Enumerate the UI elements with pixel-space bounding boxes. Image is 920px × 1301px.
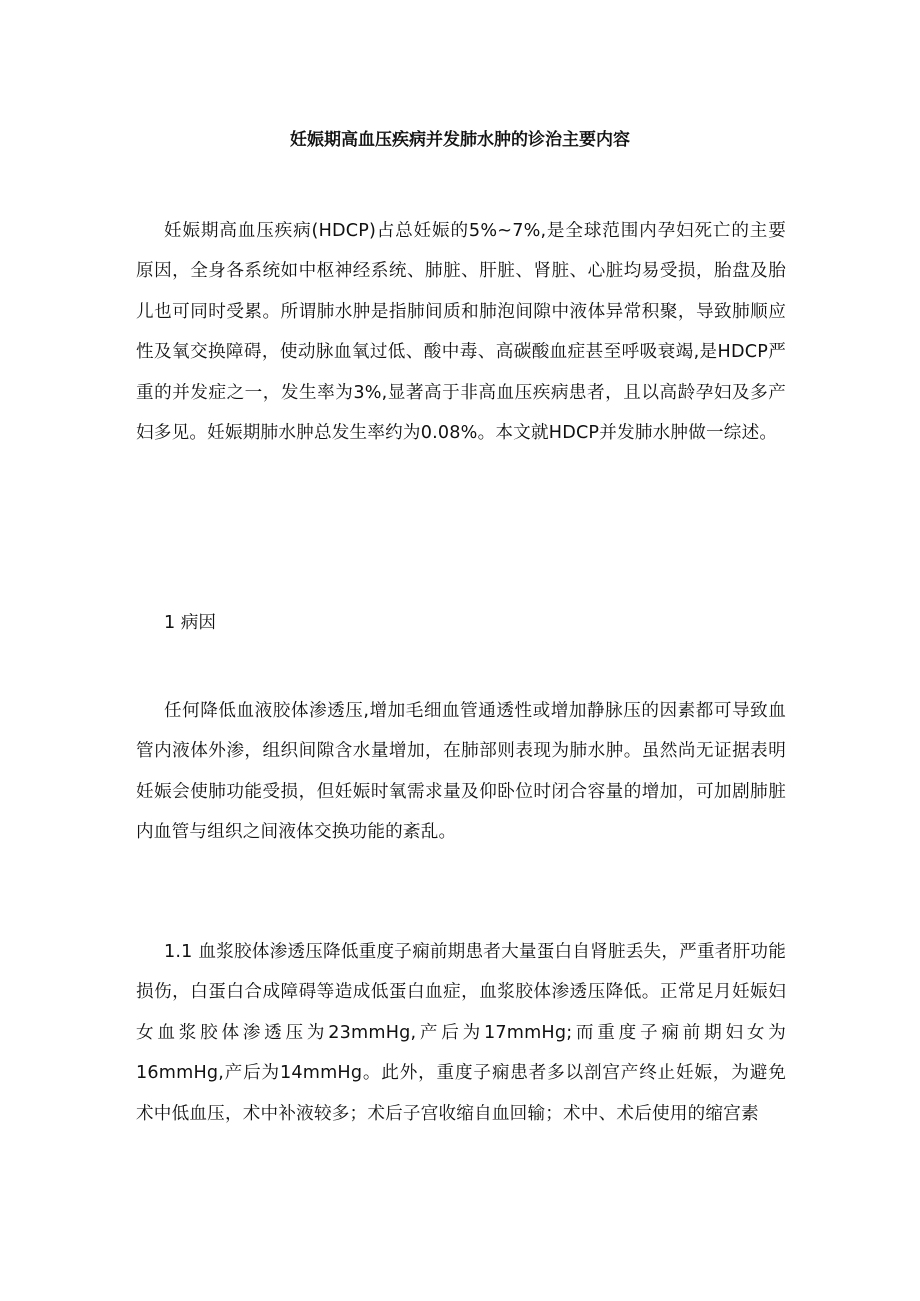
section-1-paragraph: 任何降低血液胶体渗透压,增加毛细血管通透性或增加静脉压的因素都可导致血管内液体外渗，组织间隙含水量增加，在肺部则表现为肺水肿。虽然尚无证据表明妊娠会使肺功能受损，但妊娠时氧需求量及仰卧位时闭合容量的增加，可加剧肺脏内血管与组织之间液体交换功能的紊乱。 [136,701,786,843]
section-1-heading: 1 病因 [164,613,216,633]
document-title: 妊娠期高血压疾病并发肺水肿的诊治主要内容 [290,130,630,150]
section-1-1-paragraph: 1.1 血浆胶体渗透压降低重度子痫前期患者大量蛋白自肾脏丢失，严重者肝功能损伤，白蛋白合成障碍等造成低蛋白血症，血浆胶体渗透压降低。正常足月妊娠妇女血浆胶体渗透压为23mmHg,产后为17mmHg;而重度子痫前期妇女为16mmHg,产后为14mmHg。此外，重度子痫患者多以剖宫产终止妊娠，为避免术中低血压，术中补液较多；术后子宫收缩自血回输；术中、术后使用的缩宫素 [136,942,786,1124]
intro-paragraph: 妊娠期高血压疾病(HDCP)占总妊娠的5%~7%,是全球范围内孕妇死亡的主要原因，全身各系统如中枢神经系统、肺脏、肝脏、肾脏、心脏均易受损，胎盘及胎儿也可同时受累。所谓肺水肿是指肺间质和肺泡间隙中液体异常积聚，导致肺顺应性及氧交换障碍，使动脉血氧过低、酸中毒、高碳酸血症甚至呼吸衰竭,是HDCP严重的并发症之一，发生率为3%,显著高于非高血压疾病患者，且以高龄孕妇及多产妇多见。妊娠期肺水肿总发生率约为0.08%。本文就HDCP并发肺水肿做一综述。 [136,221,786,444]
